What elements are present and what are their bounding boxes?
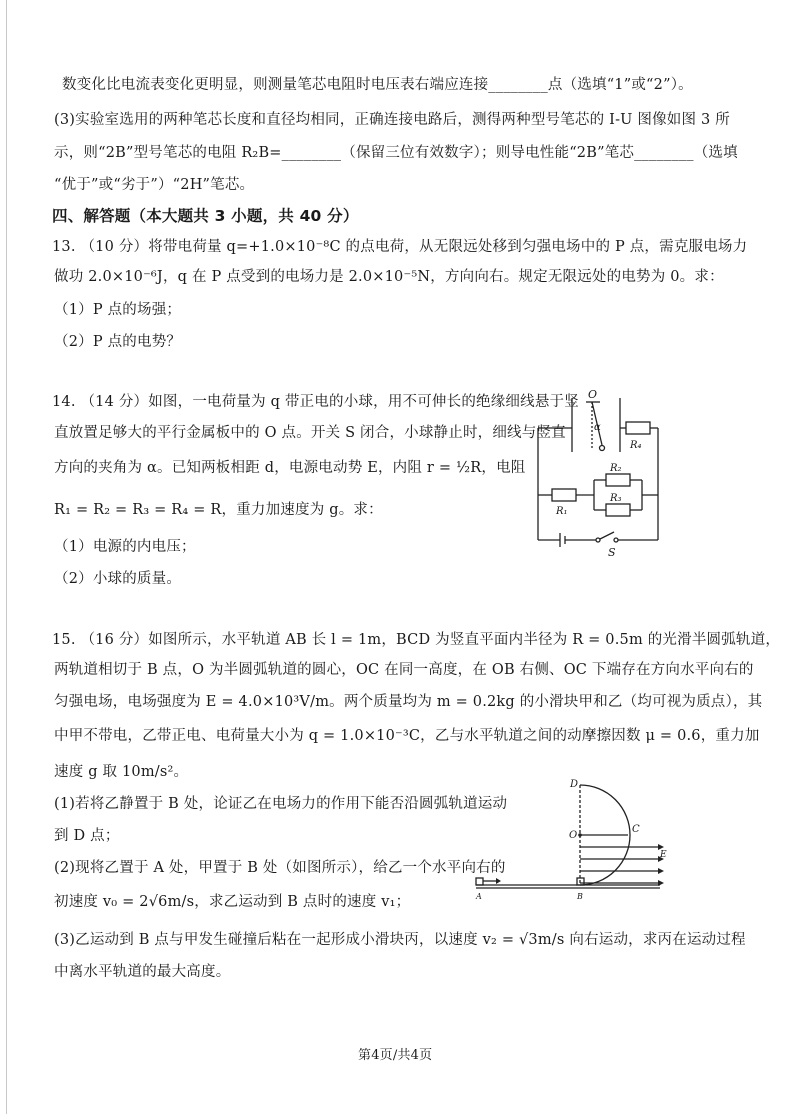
question-15-line: 匀强电场，电场强度为 E = 4.0×10³V/m。两个质量均为 m = 0.2kg 的小滑块甲和乙（均可视为质点），其 <box>54 694 763 710</box>
question-15-part: 初速度 v₀ = 2√6m/s，求乙运动到 B 点时的速度 v₁； <box>54 894 411 910</box>
question-15-part: (1)若将乙静置于 B 处，论证乙在电场力的作用下能否沿圆弧轨道运动 <box>54 796 508 812</box>
circuit-diagram <box>530 390 670 560</box>
question-14-line: R₁ = R₂ = R₃ = R₄ = R，重力加速度为 g。求： <box>54 502 383 518</box>
text-line: (3)实验室选用的两种笔芯长度和直径均相同，正确连接电路后，测得两种型号笔芯的 I-U 图像如图 3 所 <box>54 112 730 128</box>
question-13-line: 做功 2.0×10⁻⁶J，q 在 P 点受到的电场力是 2.0×10⁻⁵N，方向向右。规定无限远处的电势为 0。求： <box>54 269 724 285</box>
question-15-part: (2)现将乙置于 A 处，甲置于 B 处（如图所示），给乙一个水平向右的 <box>54 860 506 876</box>
circuit-label-r3: R₃ <box>610 493 622 504</box>
track-label-o: O <box>569 830 578 841</box>
question-15-line: 两轨道相切于 B 点，O 为半圆弧轨道的圆心，OC 在同一高度，在 OB 右侧、OC 下端存在方向水平向右的 <box>54 662 754 678</box>
question-13-part: （1）P 点的场强； <box>54 302 182 318</box>
track-label-d: D <box>570 779 579 790</box>
circuit-label-alpha: α <box>594 422 601 433</box>
circuit-label-s: S <box>608 546 616 559</box>
question-15-line: 15. （16 分）如图所示，水平轨道 AB 长 l = 1m，BCD 为竖直平面内半径为 R = 0.5m 的光滑半圆弧轨道， <box>52 632 781 648</box>
circuit-label-o: O <box>588 388 598 401</box>
track-label-b: B <box>577 892 583 901</box>
track-diagram <box>470 775 670 905</box>
question-13-line: 13. （10 分）将带电荷量 q=+1.0×10⁻⁸C 的点电荷，从无限远处移到匀强电场中的 P 点，需克服电场力 <box>52 239 748 255</box>
question-15-line: 速度 g 取 10m/s²。 <box>54 764 189 780</box>
circuit-label-r2: R₂ <box>610 463 622 474</box>
question-15-part: 到 D 点； <box>54 828 120 844</box>
track-label-e: E <box>660 850 667 860</box>
section-title: 四、解答题（本大题共 3 小题，共 40 分） <box>52 207 359 225</box>
page-number: 第4页/共4页 <box>358 1048 433 1063</box>
question-13-part: （2）P 点的电势？ <box>54 334 182 350</box>
track-label-c: C <box>632 824 640 835</box>
text-line: 示，则“2B”型号笔芯的电阻 R₂B=________（保留三位有效数字）；则导电性能“2B”笔芯________（选填 <box>54 145 738 161</box>
question-14-line: 方向的夹角为 α。已知两板相距 d，电源电动势 E，内阻 r = ½R，电阻 <box>54 460 526 476</box>
circuit-label-r1: R₁ <box>556 506 568 517</box>
question-15-part: 中离水平轨道的最大高度。 <box>54 964 231 980</box>
text-line: 数变化比电流表变化更明显，则测量笔芯电阻时电压表右端应连接________点（选填“1”或“2”）。 <box>62 77 693 93</box>
scan-edge <box>6 0 7 1114</box>
text-line: “优于”或“劣于”）“2H”笔芯。 <box>54 177 255 193</box>
question-15-part: (3)乙运动到 B 点与甲发生碰撞后粘在一起形成小滑块丙，以速度 v₂ = √3m/s 向右运动，求丙在运动过程 <box>54 932 746 948</box>
track-label-a: A <box>476 892 482 901</box>
circuit-label-r4: R₄ <box>630 440 642 451</box>
question-14-part: （1）电源的内电压； <box>54 539 196 555</box>
question-14-line: 14. （14 分）如图，一电荷量为 q 带正电的小球，用不可伸长的绝缘细线悬于竖 <box>52 394 579 410</box>
question-14-part: （2）小球的质量。 <box>54 571 182 587</box>
question-15-line: 中甲不带电，乙带正电、电荷量大小为 q = 1.0×10⁻³C，乙与水平轨道之间的动摩擦因数 μ = 0.6，重力加 <box>54 728 760 744</box>
question-14-line: 直放置足够大的平行金属板中的 O 点。开关 S 闭合，小球静止时，细线与竖直 <box>54 425 566 441</box>
